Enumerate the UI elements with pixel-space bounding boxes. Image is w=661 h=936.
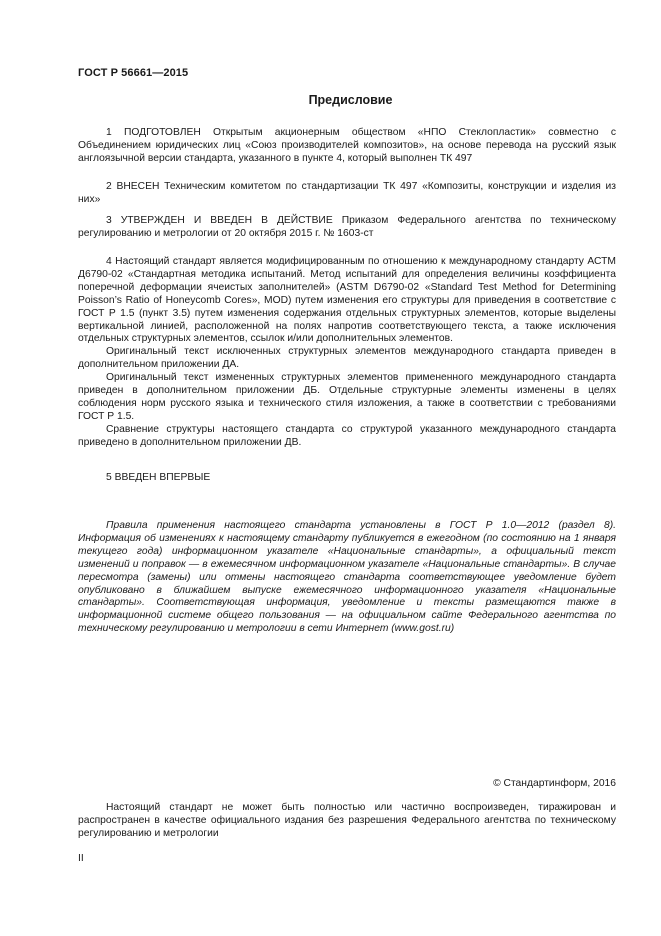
paragraph: Оригинальный текст исключенных структурных элементов международного стандарта приведен в дополнительном приложении ДА.: [78, 346, 616, 371]
paragraph: 1 ПОДГОТОВЛЕН Открытым акционерным обществом «НПО Стеклопластик» совместно с Объединением юридических лиц «Союз производителей композитов», на основе перевода на русский язык англоязычной версии стандарта, указанного в пункте 4, который выполнен ТК 497: [78, 127, 616, 164]
page-number: II: [78, 853, 84, 864]
paragraph: Оригинальный текст измененных структурных элементов примененного международного стандарта приведен в дополнительном приложении ДБ. Отдельные структурные элементы изменены в целях соблюдения норм русского языка и технического стиля изложения, а также в соответствии с требованиями ГОСТ Р 1.5.: [78, 372, 616, 422]
copyright-line: © Стандартинформ, 2016: [493, 778, 616, 789]
paragraph: Сравнение структуры настоящего стандарта со структурой указанного международного стандарта приведено в дополнительном приложении ДВ.: [78, 423, 616, 448]
paragraph: 5 ВВЕДЕН ВПЕРВЫЕ: [106, 472, 211, 483]
paragraph: 4 Настоящий стандарт является модифицированным по отношению к международному стандарту АСТМ Д6790-02 «Стандартная методика испытаний. Метод испытаний для определения величины коэффициента поперечной деформации ячеистых заполнителей» (ASTM D6790-02 «Standard Test Method for Determining Poisson’s Ratio of Honeycomb Cores», MOD) путем изменения его структуры для приведения в соответствие с ГОСТ Р 1.5 (пункт 3.5) путем изменения содержания отдельных структурных элементов, которые выделены вертикальной линией, расположенной на полях напротив соответствующего текста, а также исключения отдельных структурных элементов, ссылок и/или дополнительных элементов.: [78, 256, 616, 345]
foreword-item-1: [78, 127, 616, 166]
page-title: Предисловие: [308, 93, 393, 107]
foreword-item-4: [78, 256, 616, 450]
standard-code-header: ГОСТ Р 56661—2015: [78, 67, 189, 79]
foreword-item-2: [78, 181, 616, 207]
reproduction-notice: Настоящий стандарт не может быть полностью или частично воспроизведен, тиражирован и распространен в качестве официального издания без разрешения Федерального агентства по техническому регулированию и метрологии: [78, 802, 616, 839]
paragraph: 3 УТВЕРЖДЕН И ВВЕДЕН В ДЕЙСТВИЕ Приказом Федерального агентства по техническому регулированию и метрологии от 20 октября 2015 г. № 1603-ст: [78, 215, 616, 239]
foreword-item-5: [78, 472, 616, 485]
paragraph: 2 ВНЕСЕН Техническим комитетом по стандартизации ТК 497 «Композиты, конструкции и изделия из них»: [78, 181, 616, 205]
foreword-item-3: [78, 215, 616, 241]
application-rules-notice: Правила применения настоящего стандарта установлены в ГОСТ Р 1.0—2012 (раздел 8). Информация об изменениях к настоящему стандарту публикуется в ежегодном (по состоянию на 1 января текущего года) информационном указателе «Национальные стандарты», а официальный текст изменений и поправок — в ежемесячном информационном указателе «Национальные стандарты». В случае пересмотра (замены) или отмены настоящего стандарта соответствующее уведомление будет опубликовано в ближайшем выпуске ежемесячного информационного указателя «Национальные стандарты». Соответствующая информация, уведомление и тексты размещаются также в информационной системе общего пользования — на официальном сайте Федерального агентства по техническому регулированию и метрологии в сети Интернет (www.gost.ru): [78, 520, 616, 635]
